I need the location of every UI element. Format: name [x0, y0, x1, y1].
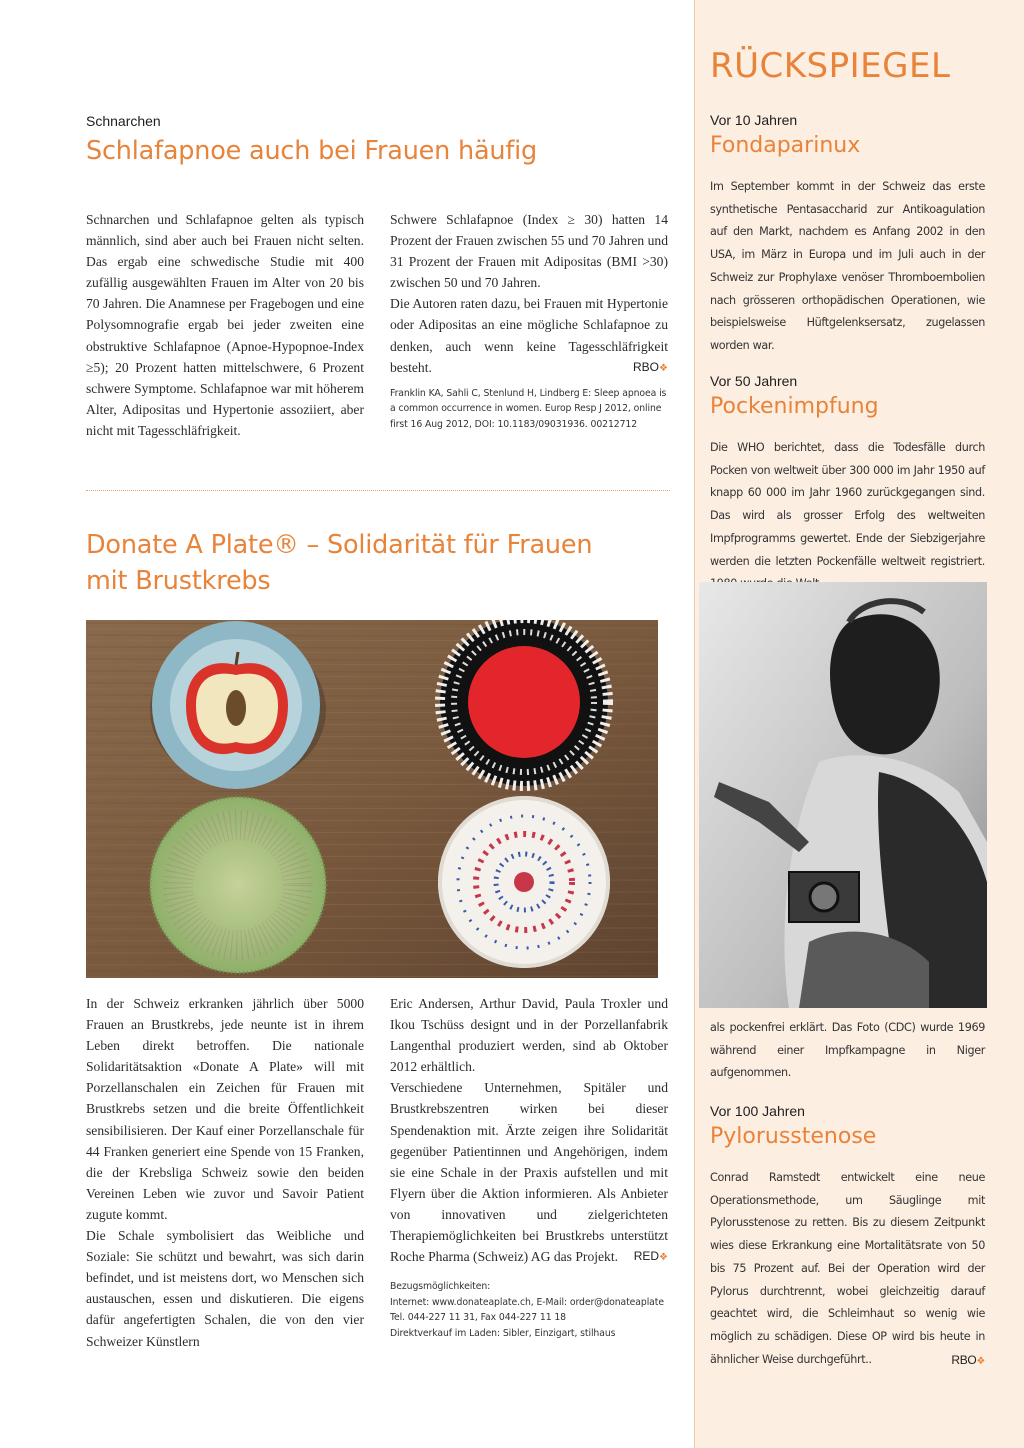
vaccination-photo: [699, 582, 987, 1008]
article1-title: Schlafapnoe auch bei Frauen häufig: [86, 136, 538, 166]
section2-title: Pockenimpfung: [710, 394, 879, 419]
article1-col2: [390, 209, 668, 432]
section1-kicker: Vor 10 Jahren: [710, 112, 798, 128]
section2-kicker: Vor 50 Jahren: [710, 373, 798, 389]
article2-col2-p1: Eric Andersen, Arthur David, Paula Troxler und Ikou Tschüss designt und in der Porzellanfabrik Langenthal produziert werden, sind ab Oktober 2012 erhältlich.: [390, 996, 668, 1075]
article2-col2-p2: Verschiedene Unternehmen, Spitäler und Brustkrebszentren wirken bei dieser Spendenaktion mit. Ärzte zeigen ihre Solidarität gegenüber Patientinnen und Angehörigen, indem sie eine Schale in der Praxis aufstellen und mit Flyern über die Aktion informieren. Als Anbieter von innovativen und zielgerichteten Therapiemöglichkeiten bei Brustkrebs unterstützt Roche Pharma (Schweiz) AG das Projekt. RED❖: [390, 1080, 668, 1265]
order-info-phone: Tel. 044-227 11 31, Fax 044-227 11 18: [390, 1312, 567, 1324]
plates-illustration: [86, 620, 658, 978]
article1-reference: Franklin KA, Sahli C, Stenlund H, Lindberg E: Sleep apnoea is a common occurrence in women. Europ Resp J 2012, online first 16 Aug 2012, DOI: 10.1183/09031936. 00212712: [390, 387, 667, 430]
article1-col1: Schnarchen und Schlafapnoe gelten als typisch männlich, sind aber auch bei Frauen nicht selten. Das ergab eine schwedische Studie mit 400 zufällig ausgewählten Frauen im Alter von 20 bis 70 Jahren. Die Anamnese per Fragebogen und eine Polysomnografie ergab bei jeder zweiten eine obstruktive Schlafapnoe (Apnoe-Hypopnoe-Index ≥5); 20 Prozent hatten mittelschwere, 6 Prozent schwere Symptome. Schlafapnoe war mit höherem Alter, Adipositas und Hypertonie assoziiert, aber nicht mit Tagesschläfrigkeit.: [86, 212, 364, 438]
article2-col2: [390, 993, 668, 1341]
ornament-plate: [438, 796, 610, 968]
article2-col1-p1: In der Schweiz erkranken jährlich über 5000 Frauen an Brustkrebs, jede neunte ist in ihrem Leben direkt betroffen. Die nationale Solidaritätsaktion «Donate A Plate» will mit Porzellanschalen ein Zeichen für Frauen mit Brustkrebs setzen und die breite Öffentlichkeit sensibilisieren. Der Kauf einer Porzellanschale für 44 Franken generiert eine Spende von 15 Franken, die der Krebsliga Schweiz sowie den beiden Vereinen Leben wie zuvor und Savoir Patient zugute kommt.: [86, 996, 364, 1222]
section-divider: [86, 490, 670, 491]
diamond-icon: ❖: [659, 362, 668, 374]
article2-title: [86, 527, 592, 599]
section3-text: Conrad Ramstedt entwickelt eine neue Operationsmethode, um Säuglinge mit Pylorusstenose zu retten. Bis zu diesem Zeitpunkt wies diese Erkrankung eine Mortalitätsrate von 50 bis 75 Prozent auf. Bei der Operation wird der Pylorus durchtrennt, wobei gleichzeitig darauf geachtet wird, die Schleimhaut so wenig wie möglich zu schädigen. Diese OP wird bis heute in ähnlicher Weise durchgeführt.. RBO❖: [710, 1171, 985, 1367]
article2-title-line1: Donate A Plate® – Solidarität für Frauen: [86, 530, 593, 560]
section2-text-continued: als pockenfrei erklärt. Das Foto (CDC) wurde 1969 während einer Impfkampagne in Niger aufgenommen.: [710, 1021, 985, 1080]
section1-title: Fondaparinux: [710, 133, 861, 158]
red-plate: [440, 620, 608, 786]
order-info-title: Bezugsmöglichkeiten:: [390, 1281, 491, 1293]
section1-text: Im September kommt in der Schweiz das erste synthetische Pentasaccharid zur Antikoagulation auf den Markt, nachdem es Anfang 2002 in den USA, im März in Europa und im Juli auch in der Schweiz zur Prophylaxe venöser Thromboembolien nach grösseren orthopädischen Operationen, wie beispielsweise Hüftgelenksersatz, zugelassen worden war.: [710, 180, 985, 352]
article1-col2-p2: Die Autoren raten dazu, bei Frauen mit Hypertonie oder Adipositas an eine mögliche Schlafapnoe zu denken, auch wenn keine Tagesschläfrigkeit besteht. RBO❖: [390, 296, 668, 375]
green-plate: [150, 797, 326, 973]
section3-kicker: Vor 100 Jahren: [710, 1103, 805, 1119]
section2-text: Die WHO berichtet, dass die Todesfälle durch Pocken von weltweit über 300 000 im Jahr 1950 auf knapp 60 000 im Jahr 1960 zurückgegangen sind. Das wird als grosser Erfolg des weltweiten Impfprogramms gewertet. Ende der Siebzigerjahre werden die letzten Pockenfälle weltweit registriert.: [710, 441, 985, 568]
order-info-internet: Internet: www.donateaplate.ch, E-Mail: order@donateaplate: [390, 1296, 664, 1308]
plates-photo: [86, 620, 658, 978]
sidebar-title: RÜCKSPIEGEL: [710, 46, 951, 86]
article2-col1: [86, 993, 364, 1352]
article1-kicker: Schnarchen: [86, 113, 161, 129]
diamond-icon: ❖: [976, 1355, 985, 1367]
section3-title: Pylorusstenose: [710, 1124, 877, 1149]
vaccination-illustration: [699, 582, 987, 1008]
diamond-icon: ❖: [659, 1252, 668, 1264]
signature: RBO: [951, 1352, 977, 1367]
order-info-shops: Direktverkauf im Laden: Sibler, Einzigart, stilhaus: [390, 1327, 616, 1339]
article2-col1-p2: Die Schale symbolisiert das Weibliche und Soziale: Sie schützt und bewahrt, was sich darin befindet, und ist meistens dort, wo Menschen sich austauschen, essen und diskutieren. Die eigens dafür angefertigten Schalen, die von den vier Schweizer Künstlern: [86, 1228, 364, 1349]
article1-col2-p1: Schwere Schlafapnoe (Index ≥ 30) hatten 14 Prozent der Frauen zwischen 55 und 70 Jahren und 31 Prozent der Frauen mit Adipositas (BMI >30) zwischen 50 und 70 Jahren.: [390, 212, 668, 291]
signature: RBO: [633, 359, 660, 374]
order-info: [390, 1279, 668, 1341]
signature: RED: [633, 1249, 660, 1264]
article2-title-line2: mit Brustkrebs: [86, 566, 271, 596]
